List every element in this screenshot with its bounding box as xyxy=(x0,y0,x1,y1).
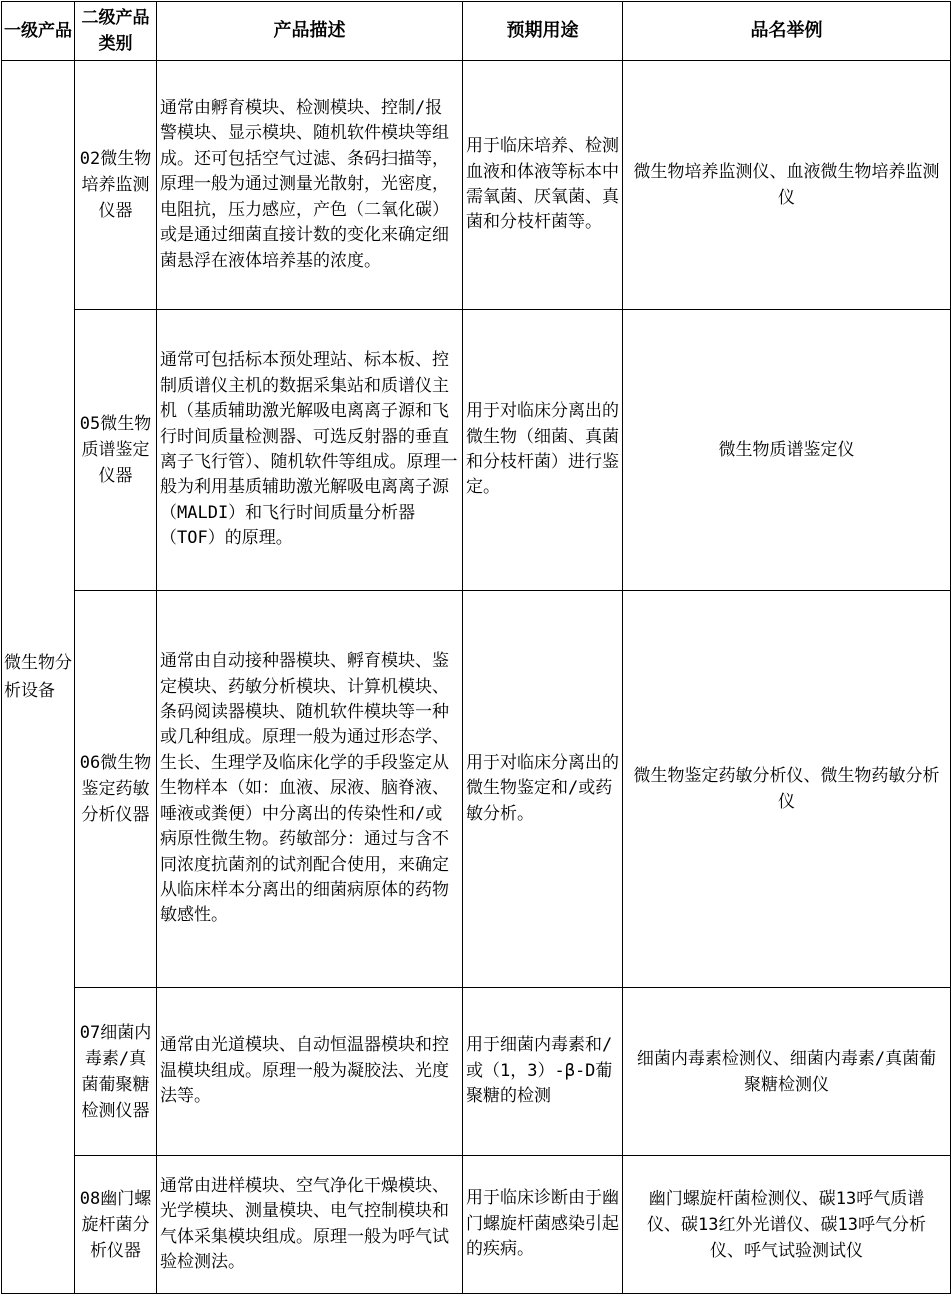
header-examples: 品名举例 xyxy=(623,2,951,61)
level2-category-cell: 05微生物质谱鉴定仪器 xyxy=(75,310,157,591)
table-row xyxy=(2,591,951,988)
table-row xyxy=(2,1156,951,1294)
examples-cell: 细菌内毒素检测仪、细菌内毒素/真菌葡聚糖检测仪 xyxy=(623,988,951,1156)
level2-category-cell: 08幽门螺旋杆菌分析仪器 xyxy=(75,1156,157,1294)
description-cell: 通常由光道模块、自动恒温器模块和控温模块组成。原理一般为凝胶法、光度法等。 xyxy=(157,988,463,1156)
description-cell: 通常由自动接种器模块、孵育模块、鉴定模块、药敏分析模块、计算机模块、条码阅读器模块、随机软件模块等一种或几种组成。原理一般为通过形态学、生长、生理学及临床化学的手段鉴定从生物样本（如：血液、尿液、脑脊液、唾液或粪便）中分离出的传染性和/或病原性微生物。药敏部分：通过与含不同浓度抗菌剂的试剂配合使用，来确定从临床样本分离出的细菌病原体的药物敏感性。 xyxy=(157,591,463,988)
intended-use-cell: 用于对临床分离出的微生物（细菌、真菌和分枝杆菌）进行鉴定。 xyxy=(463,310,623,591)
description-cell: 通常可包括标本预处理站、标本板、控制质谱仪主机的数据采集站和质谱仪主机（基质辅助激光解吸电离离子源和飞行时间质量检测器、可选反射器的垂直离子飞行管）、随机软件等组成。原理一般为利用基质辅助激光解吸电离离子源（MALDI）和飞行时间质量分析器（TOF）的原理。 xyxy=(157,310,463,591)
examples-cell: 微生物培养监测仪、血液微生物培养监测仪 xyxy=(623,61,951,310)
intended-use-cell: 用于对临床分离出的微生物鉴定和/或药敏分析。 xyxy=(463,591,623,988)
header-level1: 一级产品 xyxy=(2,2,75,61)
intended-use-cell: 用于临床诊断由于幽门螺旋杆菌感染引起的疾病。 xyxy=(463,1156,623,1294)
level2-category-cell: 02微生物培养监测仪器 xyxy=(75,61,157,310)
examples-cell: 微生物鉴定药敏分析仪、微生物药敏分析仪 xyxy=(623,591,951,988)
product-classification-table xyxy=(1,1,951,1294)
level2-category-cell: 06微生物鉴定药敏分析仪器 xyxy=(75,591,157,988)
header-intended-use: 预期用途 xyxy=(463,2,623,61)
examples-cell: 微生物质谱鉴定仪 xyxy=(623,310,951,591)
header-level2: 二级产品类别 xyxy=(75,2,157,61)
description-cell: 通常由进样模块、空气净化干燥模块、光学模块、测量模块、电气控制模块和气体采集模块组成。原理一般为呼气试验检测法。 xyxy=(157,1156,463,1294)
header-description: 产品描述 xyxy=(157,2,463,61)
examples-cell: 幽门螺旋杆菌检测仪、碳13呼气质谱仪、碳13红外光谱仪、碳13呼气分析仪、呼气试验测试仪 xyxy=(623,1156,951,1294)
level1-category-cell: 微生物分析设备 xyxy=(2,61,75,1294)
level2-category-cell: 07细菌内毒素/真菌葡聚糖检测仪器 xyxy=(75,988,157,1156)
intended-use-cell: 用于临床培养、检测血液和体液等标本中需氧菌、厌氧菌、真菌和分枝杆菌等。 xyxy=(463,61,623,310)
intended-use-cell: 用于细菌内毒素和/或（1，3）-β-D葡聚糖的检测 xyxy=(463,988,623,1156)
header-row xyxy=(2,2,951,61)
table-row xyxy=(2,310,951,591)
description-cell: 通常由孵育模块、检测模块、控制/报警模块、显示模块、随机软件模块等组成。还可包括空气过滤、条码扫描等，原理一般为通过测量光散射，光密度，电阻抗，压力感应，产色（二氧化碳）或是通过细菌直接计数的变化来确定细菌悬浮在液体培养基的浓度。 xyxy=(157,61,463,310)
table-row xyxy=(2,61,951,310)
table-row xyxy=(2,988,951,1156)
